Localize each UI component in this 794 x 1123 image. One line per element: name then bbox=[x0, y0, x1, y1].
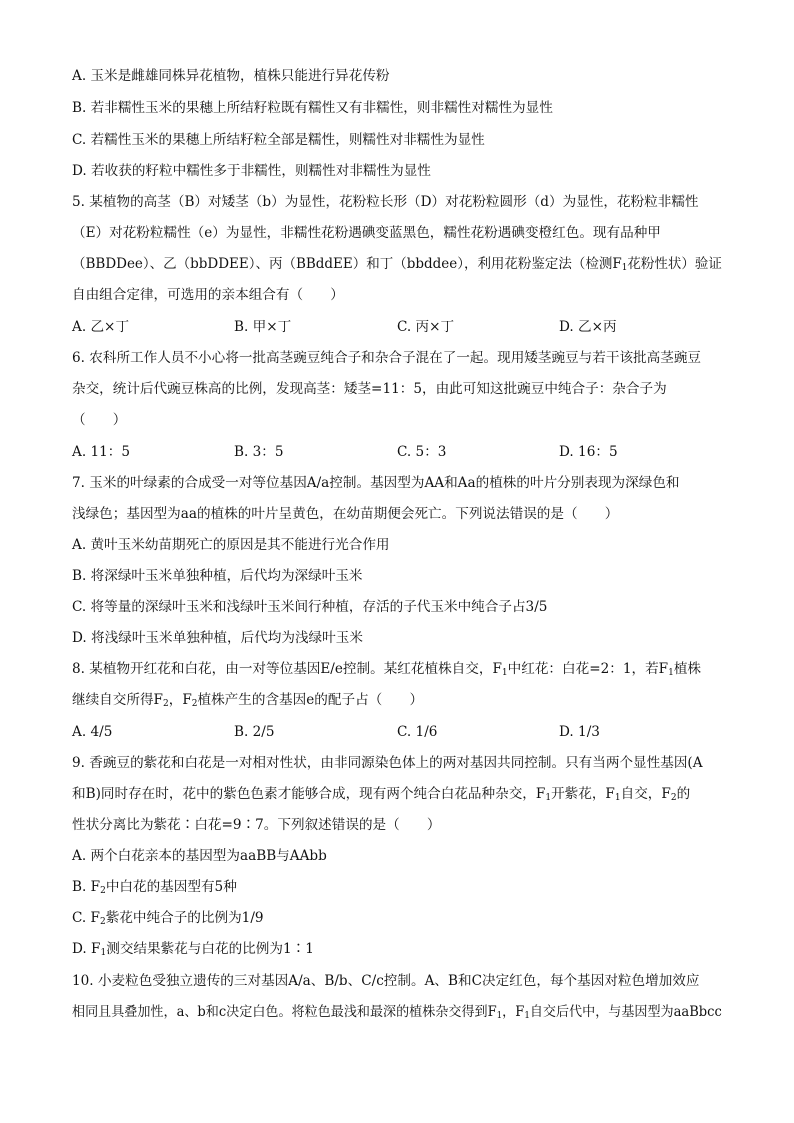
q5-stem-line-4: 自由组合定律，可选用的亲本组合有（ ） bbox=[72, 287, 344, 303]
q7-option-c: C. 将等量的深绿叶玉米和浅绿叶玉米间行种植，存活的子代玉米中纯合子占3/5 bbox=[72, 599, 548, 615]
q6-stem-line-3: （ ） bbox=[72, 412, 127, 428]
q5-option-a: A. 乙×丁 bbox=[72, 319, 130, 335]
q4-option-a: A. 玉米是雌雄同株异花植物，植株只能进行异花传粉 bbox=[72, 68, 390, 84]
q5-stem-line-2: （E）对花粉粒糯性（e）为显性，非糯性花粉遇碘变蓝黑色，糯性花粉遇碘变橙红色。现有品种甲 bbox=[72, 225, 661, 241]
q7-option-d: D. 将浅绿叶玉米单独种植，后代均为浅绿叶玉米 bbox=[72, 630, 363, 646]
q5-option-d: D. 乙×丙 bbox=[559, 319, 617, 335]
q7-stem-line-1: 7. 玉米的叶绿素的合成受一对等位基因A/a控制。基因型为AA和Aa的植株的叶片分别表现为深绿色和 bbox=[72, 475, 680, 491]
q9-stem-line-1: 9. 香豌豆的紫花和白花是一对相对性状，由非同源染色体上的两对基因共同控制。只有当两个显性基因(A bbox=[72, 755, 703, 771]
q5-option-b: B. 甲×丁 bbox=[234, 319, 292, 335]
q7-option-a: A. 黄叶玉米幼苗期死亡的原因是其不能进行光合作用 bbox=[72, 537, 390, 553]
q8-stem-line-1: 8. 某植物开红花和白花，由一对等位基因E/e控制。某红花植株自交，$F_1$中红花：白花=2：1，若$F_1$植株 bbox=[72, 661, 702, 678]
q8-option-a: A. 4/5 bbox=[72, 724, 113, 740]
q8-stem-line-2: 继续自交所得$F_2$，$F_2$植株产生的含基因e的配子占（ ） bbox=[72, 692, 424, 709]
q4-option-c: C. 若糯性玉米的果穗上所结籽粒全部是糯性，则糯性对非糯性为显性 bbox=[72, 132, 485, 148]
q10-stem-line-1: 10. 小麦粒色受独立遗传的三对基因A/a、B/b、C/c控制。A、B和C决定红色，每个基因对粒色增加效应 bbox=[72, 973, 700, 989]
q7-stem-line-2: 浅绿色；基因型为aa的植株的叶片呈黄色，在幼苗期便会死亡。下列说法错误的是（ ） bbox=[72, 506, 619, 522]
q6-option-a: A. 11：5 bbox=[72, 444, 130, 460]
q6-option-d: D. 16：5 bbox=[559, 444, 618, 460]
q5-stem-line-1: 5. 某植物的高茎（B）对矮茎（b）为显性，花粉粒长形（D）对花粉粒圆形（d）为显性，花粉粒非糯性 bbox=[72, 194, 699, 210]
q10-stem-line-2: 相同且具叠加性，a、b和c决定白色。将粒色最浅和最深的植株杂交得到$F_1$，$F_1$自交后代中，与基因型为aaBbcc bbox=[72, 1004, 722, 1021]
q4-option-b: B. 若非糯性玉米的果穗上所结籽粒既有糯性又有非糯性，则非糯性对糯性为显性 bbox=[72, 100, 553, 116]
q9-option-d: D. $F_1$测交结果紫花与白花的比例为1∶1 bbox=[72, 941, 314, 958]
q9-stem-line-3: 性状分离比为紫花∶白花=9∶7。下列叙述错误的是（ ） bbox=[72, 817, 441, 833]
q9-stem-line-2: 和B)同时存在时，花中的紫色色素才能够合成，现有两个纯合白花品种杂交，$F_1$开紫花，$F_1$自交，$F_2$的 bbox=[72, 786, 691, 803]
q9-option-a: A. 两个白花亲本的基因型为aaBB与AAbb bbox=[72, 848, 327, 864]
q8-option-b: B. 2/5 bbox=[234, 724, 275, 740]
q5-option-c: C. 丙×丁 bbox=[397, 319, 455, 335]
q9-option-b: B. $F_2$中白花的基因型有5种 bbox=[72, 879, 237, 896]
q9-option-c: C. $F_2$紫花中纯合子的比例为1/9 bbox=[72, 910, 264, 927]
q4-option-d: D. 若收获的籽粒中糯性多于非糯性，则糯性对非糯性为显性 bbox=[72, 163, 431, 179]
q8-option-c: C. 1/6 bbox=[397, 724, 438, 740]
q8-option-d: D. 1/3 bbox=[559, 724, 600, 740]
q6-stem-line-2: 杂交，统计后代豌豆株高的比例，发现高茎：矮茎=11：5，由此可知这批豌豆中纯合子：杂合子为 bbox=[72, 381, 667, 397]
q6-stem-line-1: 6. 农科所工作人员不小心将一批高茎豌豆纯合子和杂合子混在了一起。现用矮茎豌豆与若干该批高茎豌豆 bbox=[72, 350, 702, 366]
q7-option-b: B. 将深绿叶玉米单独种植，后代均为深绿叶玉米 bbox=[72, 568, 363, 584]
q6-option-b: B. 3：5 bbox=[234, 444, 284, 460]
q6-option-c: C. 5：3 bbox=[397, 444, 447, 460]
q5-stem-line-3: （BBDDee）、乙（bbDDEE）、丙（BBddEE）和丁（bbddee），利用花粉鉴定法（检测$F_1$花粉性状）验证 bbox=[72, 256, 722, 273]
